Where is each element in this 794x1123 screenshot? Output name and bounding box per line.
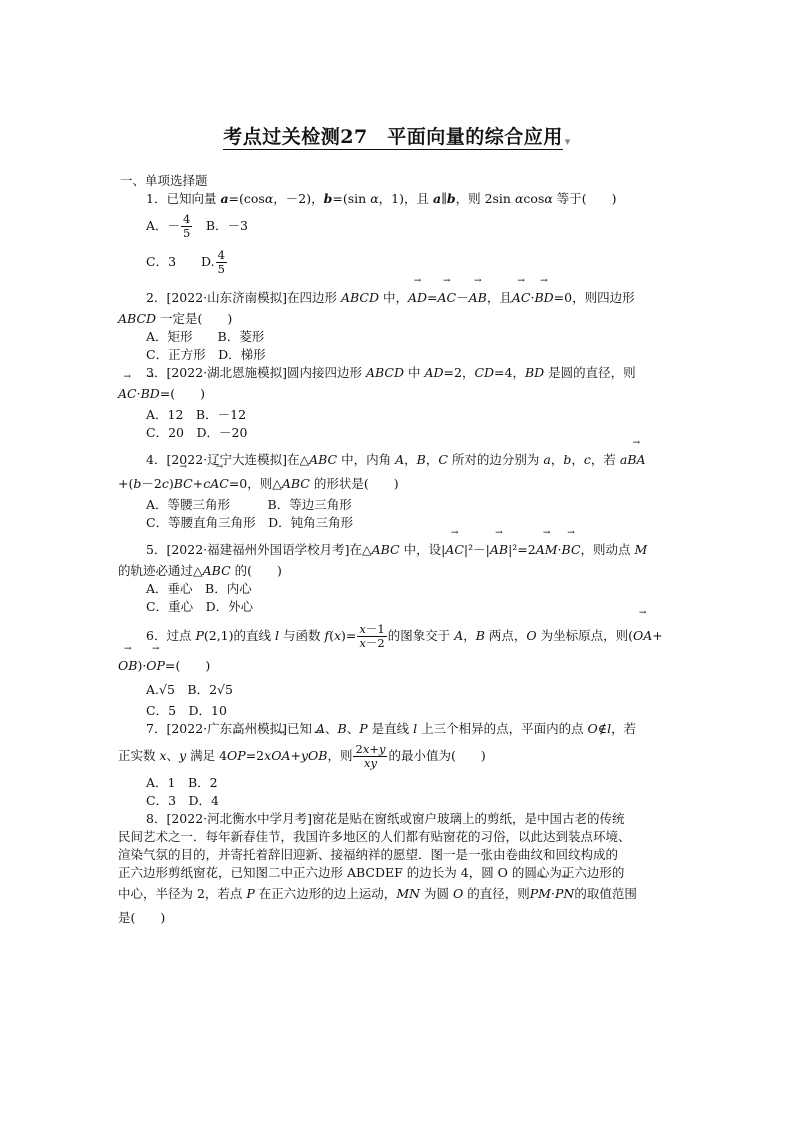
question-7	[118, 720, 676, 810]
question-1	[118, 190, 676, 280]
question-4-options-row1: A．等腰三角形 B．等边三角形	[146, 497, 352, 512]
question-6-stem-line1: 6．过点 P(2,1)的直线 l 与函数 f(x)= $\frac{x-1}{x-2}$ 的图象交于 A，B 两点，O 为坐标原点，则(→ OA+	[118, 618, 676, 654]
question-7-options-row1: A．1 B．2	[146, 775, 218, 790]
question-8-stem-line6: 是( )	[118, 910, 166, 925]
page-title-text: 考点过关检测27 平面向量的综合应用	[223, 126, 563, 148]
question-3-stem-line1: 3．[2022·湖北恩施模拟]圆内接四边形 ABCD 中 AD=2，CD=4，BD 是圆的直径，则	[146, 365, 636, 380]
question-7-options-row2: C．3 D．4	[146, 793, 219, 808]
question-2-options-row2: C．正方形 D．梯形	[146, 347, 266, 362]
question-8	[118, 810, 676, 930]
question-2-stem-line2: ABCD 一定是( )	[118, 311, 233, 326]
question-8-stem-line2: 民间艺术之一．每年新春佳节，我国许多地区的人们都有贴窗花的习俗，以此达到装点环境、	[118, 829, 631, 844]
question-list	[118, 172, 676, 930]
question-1-stem: 1．已知向量 a=(cosα，－2)，b=(sin α，1)，且 a∥b，则 2sin αcosα 等于( )	[146, 191, 617, 206]
question-1-options-row1: A．－ $\frac{4}{5}$ B．－3	[146, 212, 248, 240]
question-3	[118, 364, 676, 442]
question-3-stem-line2: → AC·→ BD=( )	[118, 382, 676, 406]
question-2-options-row1: A．矩形 B．菱形	[146, 329, 265, 344]
question-7-stem-line2: 正实数 x、y 满足 4→ OP=2x→ OA+y→ OB，则 $\frac{2x+y}{xy}$ 的最小值为( )	[118, 738, 676, 774]
question-5-options-row2: C．重心 D．外心	[146, 599, 254, 614]
question-4	[118, 448, 676, 532]
question-5-stem-line2: 的轨迹必通过△ABC 的( )	[118, 563, 282, 578]
section-heading: 一、单项选择题	[120, 173, 208, 188]
question-4-stem-line2: +(b－2c)→ BC+c→ AC=0，则△ABC 的形状是( )	[118, 472, 676, 496]
question-6-stem-line2: → OB)·→ OP=( )	[118, 654, 676, 678]
question-5-options-row1: A．垂心 B．内心	[146, 581, 252, 596]
question-2	[118, 286, 676, 364]
question-5-stem-line1: 5．[2022·福建福州外国语学校月考]在△ABC 中，设|→ AC|²－|→ AB|²=2→ AM·→ BC，则动点 M	[118, 538, 676, 562]
question-1-options-row2: C．3 D. $\frac{4}{5}$	[146, 248, 225, 276]
question-7-stem-line1: 7．[2022·广东高州模拟]已知 A、B、P 是直线 l 上三个相异的点，平面内的点 O∉l，若	[146, 721, 637, 736]
question-6	[118, 618, 676, 720]
page-title	[0, 122, 794, 149]
question-5	[118, 538, 676, 616]
question-6-options-row1: A.√5 B．2√5	[146, 682, 233, 697]
question-8-stem-line5: 中心，半径为 2，若点 P 在正六边形的边上运动，MN 为圆 O 的直径，则→ PM·→ PN的取值范围	[118, 882, 676, 906]
question-4-stem-line1: 4．[2022·辽宁大连模拟]在△ABC 中，内角 A，B，C 所对的边分别为 a，b，c，若 a→ BA	[118, 448, 676, 472]
question-8-stem-line1: 8．[2022·河北衡水中学月考]窗花是贴在窗纸或窗户玻璃上的剪纸，是中国古老的传统	[146, 811, 625, 826]
question-3-options-row2: C．20 D．－20	[146, 425, 248, 440]
question-8-stem-line3: 渲染气氛的目的，并寄托着辞旧迎新、接福纳祥的愿望．图一是一张由卷曲纹和回纹构成的	[118, 847, 619, 862]
question-8-stem-line4: 正六边形剪纸窗花，已知图二中正六边形 ABCDEF 的边长为 4，圆 O 的圆心为正六边形的	[118, 865, 625, 880]
question-4-options-row2: C．等腰直角三角形 D．钝角三角形	[146, 515, 354, 530]
question-6-options-row2: C．5 D．10	[146, 703, 227, 718]
question-3-options-row1: A．12 B．－12	[146, 407, 247, 422]
dropdown-marker-icon: ▾	[564, 135, 571, 148]
question-2-stem-line1: 2．[2022·山东济南模拟]在四边形 ABCD 中，→ AD=→ AC－→ AB，且→ AC·→ BD=0，则四边形	[118, 286, 676, 310]
